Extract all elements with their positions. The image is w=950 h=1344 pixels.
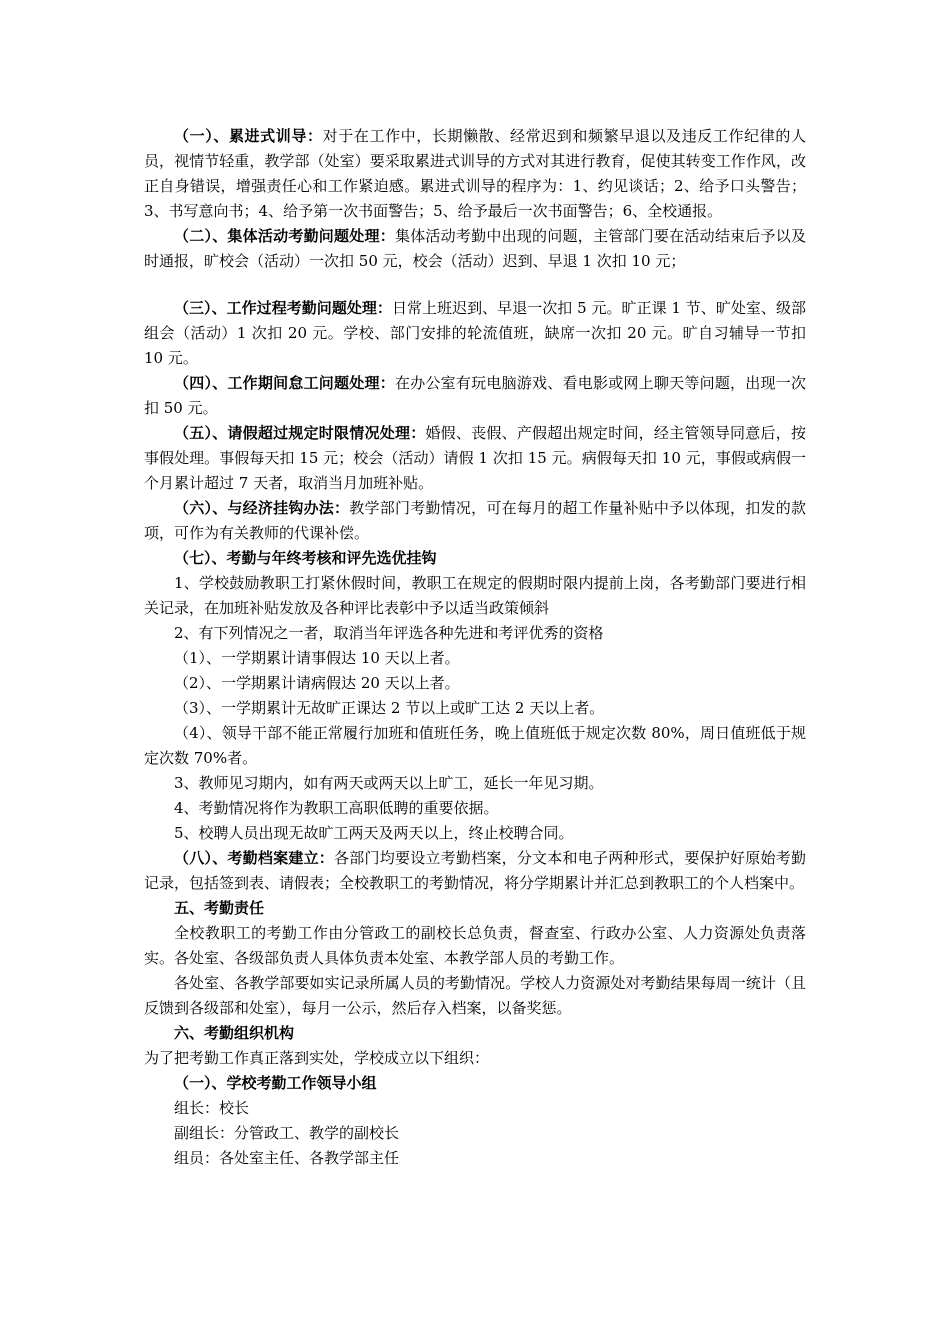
paragraph-text: 集体活动考勤中出现的问题，主管部门要在活动结束后予以及时通报，旷校会（活动）一次扣 50 元，校会（活动）迟到、早退 1 次扣 10 元；: [144, 227, 806, 270]
paragraph-text: 各部门均要设立考勤档案，分文本和电子两种形式，要保护好原始考勤记录，包括签到表、请假表；全校教职工的考勤情况，将分学期累计并汇总到教职工的个人档案中。: [144, 849, 806, 892]
paragraph-text: 在办公室有玩电脑游戏、看电影或网上聊天等问题，出现一次扣 50 元。: [144, 374, 806, 417]
paragraph-attendance-archive: [144, 846, 806, 896]
list-item: （1）、一学期累计请事假达 10 天以上者。: [174, 649, 460, 667]
paragraph-text: 为了把考勤工作真正落到实处，学校成立以下组织：: [144, 1049, 490, 1067]
section-heading: （四）、工作期间怠工问题处理：: [174, 374, 395, 392]
list-item: （3）、一学期累计无故旷正课达 2 节以上或旷工达 2 天以上者。: [174, 699, 605, 717]
member-line-deputy: 副组长：分管政工、教学的副校长: [174, 1124, 400, 1142]
section-heading: 六、考勤组织机构: [174, 1024, 295, 1042]
section-heading: （一）、学校考勤工作领导小组: [174, 1074, 377, 1092]
section-title-organization: [144, 1021, 806, 1046]
paragraph-leave-overrun: [144, 421, 806, 496]
member-line-members: 组员：各处室主任、各教学部主任: [174, 1149, 400, 1167]
list-item: （4）、领导干部不能正常履行加班和值班任务，晚上值班低于规定次数 80%，周日值班低于规定次数 70%者。: [144, 724, 806, 767]
list-item: 5、校聘人员出现无故旷工两天及两天以上，终止校聘合同。: [174, 824, 574, 842]
section-heading: （六）、与经济挂钩办法：: [174, 499, 350, 517]
list-item: （2）、一学期累计请病假达 20 天以上者。: [174, 674, 460, 692]
section-title-responsibility: [144, 896, 806, 921]
paragraph-text: 教学部门考勤情况，可在每月的超工作量补贴中予以体现，扣发的款项，可作为有关教师的代课补偿。: [144, 499, 806, 542]
section-heading: （一）、累进式训导：: [174, 127, 323, 145]
section-heading: （二）、集体活动考勤问题处理：: [174, 227, 395, 245]
paragraph-group-activity: [144, 224, 806, 274]
list-item: 4、考勤情况将作为教职工高职低聘的重要依据。: [174, 799, 499, 817]
paragraph-text: 婚假、丧假、产假超出规定时间，经主管领导同意后，按事假处理。事假每天扣 15 元；校会（活动）请假 1 次扣 15 元。病假每天扣 10 元，事假或病假一个月累计超过 7 天者，取消当月加班补贴。: [144, 424, 806, 492]
paragraph-text: 全校教职工的考勤工作由分管政工的副校长总负责，督查室、行政办公室、人力资源处负责落实。各处室、各级部负责人具体负责本处室、本教学部人员的考勤工作。: [144, 924, 806, 967]
paragraph-year-end-assessment: [144, 546, 806, 571]
section-heading: （五）、请假超过规定时限情况处理：: [174, 424, 426, 442]
paragraph-work-process: [144, 296, 806, 371]
paragraph-progressive-discipline: [144, 124, 806, 224]
paragraph-text: 各处室、各教学部要如实记录所属人员的考勤情况。学校人力资源处对考勤结果每周一统计（且反馈到各级部和处室），每月一公示，然后存入档案，以备奖惩。: [144, 974, 806, 1017]
section-heading: （七）、考勤与年终考核和评先选优挂钩: [174, 549, 437, 567]
paragraph-text: 对于在工作中，长期懒散、经常迟到和频繁早退以及违反工作纪律的人员，视情节轻重，教学部（处室）要采取累进式训导的方式对其进行教育，促使其转变工作作风，改正自身错误，增强责任心和工作紧迫感。累进式训导的程序为：1、约见谈话；2、给予口头警告；3、书写意向书；4、给予第一次书面警告；5、给予最后一次书面警告；6、全校通报。: [144, 127, 806, 220]
blank-line: [144, 274, 806, 296]
section-heading: （八）、考勤档案建立：: [174, 849, 335, 867]
paragraph-slacking: [144, 371, 806, 421]
paragraph-economic-link: [144, 496, 806, 546]
list-item: 1、学校鼓励教职工打紧休假时间，教职工在规定的假期时限内提前上岗，各考勤部门要进行相关记录，在加班补贴发放及各种评比表彰中予以适当政策倾斜: [144, 574, 806, 617]
subsection-title-leading-group: [144, 1071, 806, 1096]
list-item: 2、有下列情况之一者，取消当年评选各种先进和考评优秀的资格: [174, 624, 604, 642]
paragraph-text: 日常上班迟到、早退一次扣 5 元。旷正课 1 节、旷处室、级部组会（活动）1 次扣 20 元。学校、部门安排的轮流值班，缺席一次扣 20 元。旷自习辅导一节扣 10 元。: [144, 299, 806, 367]
section-heading: 五、考勤责任: [174, 899, 265, 917]
section-heading: （三）、工作过程考勤问题处理：: [174, 299, 392, 317]
list-item: 3、教师见习期内，如有两天或两天以上旷工，延长一年见习期。: [174, 774, 604, 792]
member-line-leader: 组长：校长: [174, 1099, 250, 1117]
